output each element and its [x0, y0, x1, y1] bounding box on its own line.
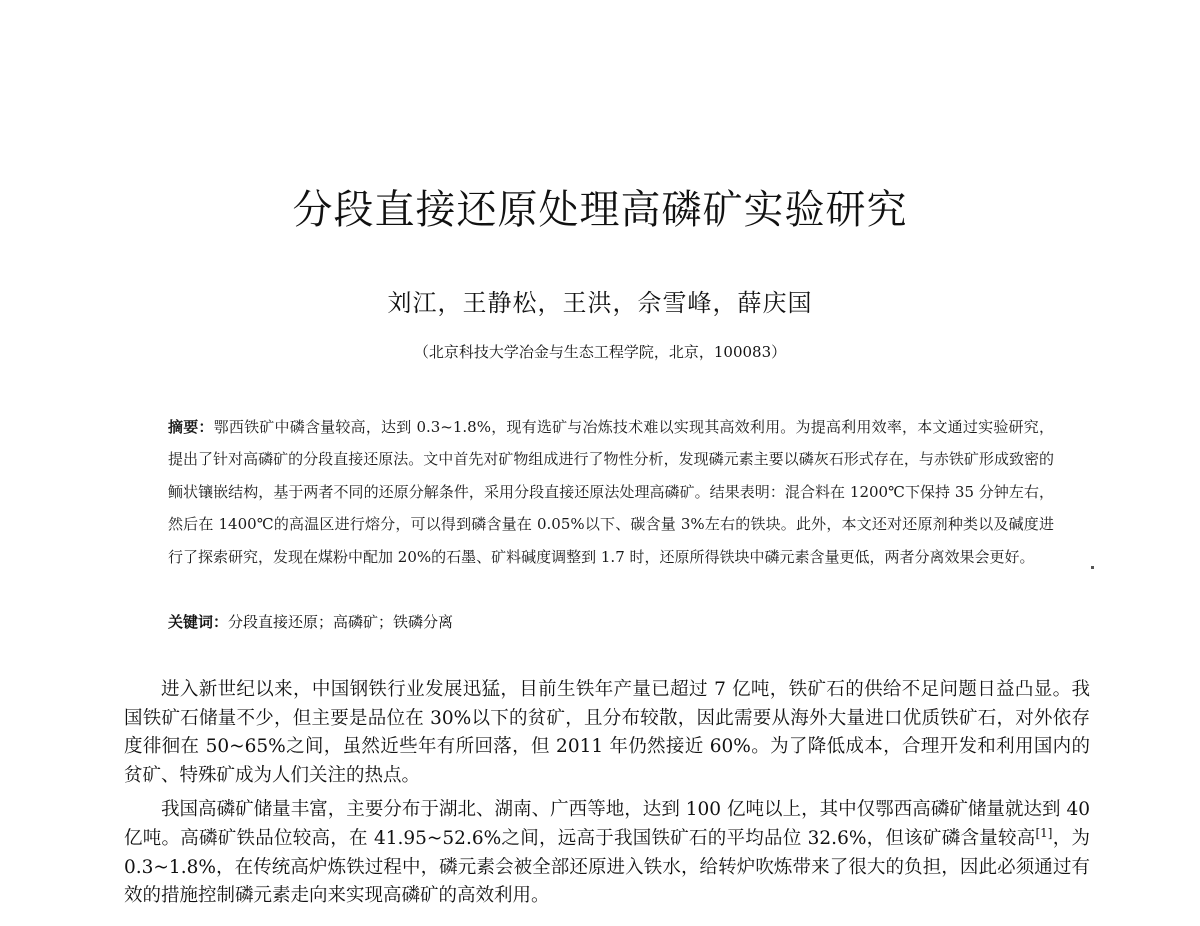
body-paragraph-2 — [124, 796, 1090, 910]
body-paragraph-2-part-a: 我国高磷矿储量丰富，主要分布于湖北、湖南、广西等地，达到 100 亿吨以上，其中仅鄂西高磷矿储量就达到 40 亿吨。高磷矿铁品位较高，在 41.95~52.6%之间，远高于我国铁矿石的平均品位 32.6%，但该矿磷含量较高 — [124, 799, 1090, 849]
body-paragraph-1: 进入新世纪以来，中国钢铁行业发展迅猛，目前生铁年产量已超过 7 亿吨，铁矿石的供给不足问题日益凸显。我国铁矿石储量不少，但主要是品位在 30%以下的贫矿，且分布较散，因此需要从海外大量进口优质铁矿石，对外依存度徘徊在 50~65%之间，虽然近些年有所回落，但 2011 年仍然接近 60%。为了降低成本，合理开发和利用国内的贫矿、特殊矿成为人们关注的热点。 — [124, 679, 1090, 786]
scan-speck — [1091, 566, 1094, 569]
body-section — [124, 676, 1090, 917]
paper-title: 分段直接还原处理高磷矿实验研究 — [292, 187, 908, 233]
abstract-block — [168, 411, 1054, 573]
abstract-label: 摘要： — [168, 418, 214, 436]
keywords-block — [168, 608, 1054, 636]
body-paragraph-2-part-b: ，为 0.3~1.8%，在传统高炉炼铁过程中，磷元素会被全部还原进入铁水，给转炉吹炼带来了很大的负担，因此必须通过有效的措施控制磷元素走向来实现高磷矿的高效利用。 — [124, 827, 1090, 907]
citation-ref[interactable]: [1] — [1035, 825, 1053, 840]
abstract-text: 鄂西铁矿中磷含量较高，达到 0.3~1.8%，现有选矿与冶炼技术难以实现其高效利用。为提高利用效率，本文通过实验研究，提出了针对高磷矿的分段直接还原法。文中首先对矿物组成进行了物性分析，发现磷元素主要以磷灰石形式存在，与赤铁矿形成致密的鲕状镶嵌结构，基于两者不同的还原分解条件，采用分段直接还原法处理高磷矿。结果表明：混合料在 1200℃下保持 35 分钟左右，然后在 1400℃的高温区进行熔分，可以得到磷含量在 0.05%以下、碳含量 3%左右的铁块。此外，本文还对还原剂种类以及碱度进行了探索研究，发现在煤粉中配加 20%的石墨、矿料碱度调整到 1.7 时，还原所得铁块中磷元素含量更低，两者分离效果会更好。 — [168, 418, 1054, 566]
keywords-text: 分段直接还原；高磷矿；铁磷分离 — [228, 613, 454, 631]
keywords-label: 关键词： — [168, 613, 229, 631]
affiliation: （北京科技大学冶金与生态工程学院，北京，100083） — [413, 343, 787, 361]
author-list: 刘江，王静松，王洪，佘雪峰，薛庆国 — [387, 289, 813, 317]
